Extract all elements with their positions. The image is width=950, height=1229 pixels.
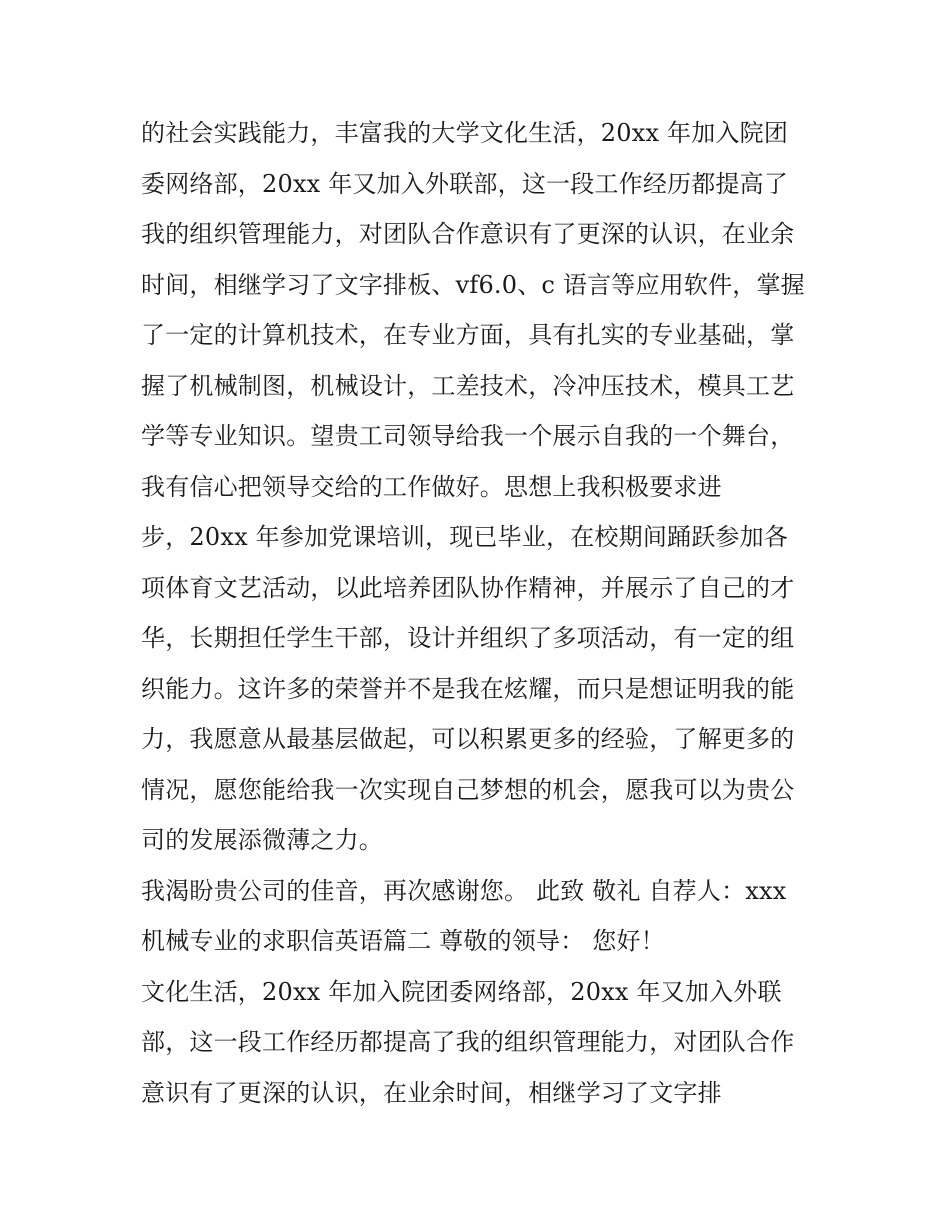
text-line: 时间，相继学习了文字排板、vf6.0、c 语言等应用软件，掌握: [141, 270, 805, 299]
text-line: 我有信心把领导交给的工作做好。思想上我积极要求进: [141, 472, 722, 501]
text-line: 我的组织管理能力，对团队合作意识有了更深的认识，在业余: [141, 220, 795, 248]
text-line: 意识有了更深的认识，在业余时间，相继学习了文字排: [141, 1078, 722, 1107]
text-line: 力，我愿意从最基层做起，可以积累更多的经验，了解更多的: [141, 725, 795, 753]
text-line: 的社会实践能力，丰富我的大学文化生活，20xx 年加入院团: [141, 119, 789, 147]
body-text: [141, 108, 831, 1118]
text-line: 部，这一段工作经历都提高了我的组织管理能力，对团队合作: [141, 1028, 795, 1056]
text-line: 情况，愿您能给我一次实现自己梦想的机会，愿我可以为贵公: [141, 775, 795, 804]
text-line: 我渴盼贵公司的佳音，再次感谢您。 此致 敬礼 自荐人：xxx: [141, 876, 787, 905]
text-line: 步，20xx 年参加党课培训，现已毕业，在校期间踊跃参加各: [141, 523, 789, 551]
text-line: 委网络部，20xx 年又加入外联部，这一段工作经历都提高了: [141, 169, 789, 198]
text-line: 机械专业的求职信英语篇二 尊敬的领导： 您好！: [141, 927, 665, 955]
text-line: 握了机械制图，机械设计，工差技术，冷冲压技术，模具工艺: [141, 371, 795, 400]
text-line: 华，长期担任学生干部，设计并组织了多项活动，有一定的组: [141, 624, 795, 652]
text-line: 了一定的计算机技术，在专业方面，具有扎实的专业基础，掌: [141, 321, 795, 349]
text-line: 项体育文艺活动，以此培养团队协作精神，并展示了自己的才: [141, 573, 795, 602]
text-line: 司的发展添微薄之力。: [141, 826, 383, 854]
text-line: 学等专业知识。望贵工司领导给我一个展示自我的一个舞台，: [141, 422, 795, 450]
text-line: 织能力。这许多的荣誉并不是我在炫耀，而只是想证明我的能: [141, 674, 795, 703]
text-line: 文化生活，20xx 年加入院团委网络部，20xx 年又加入外联: [141, 977, 782, 1006]
